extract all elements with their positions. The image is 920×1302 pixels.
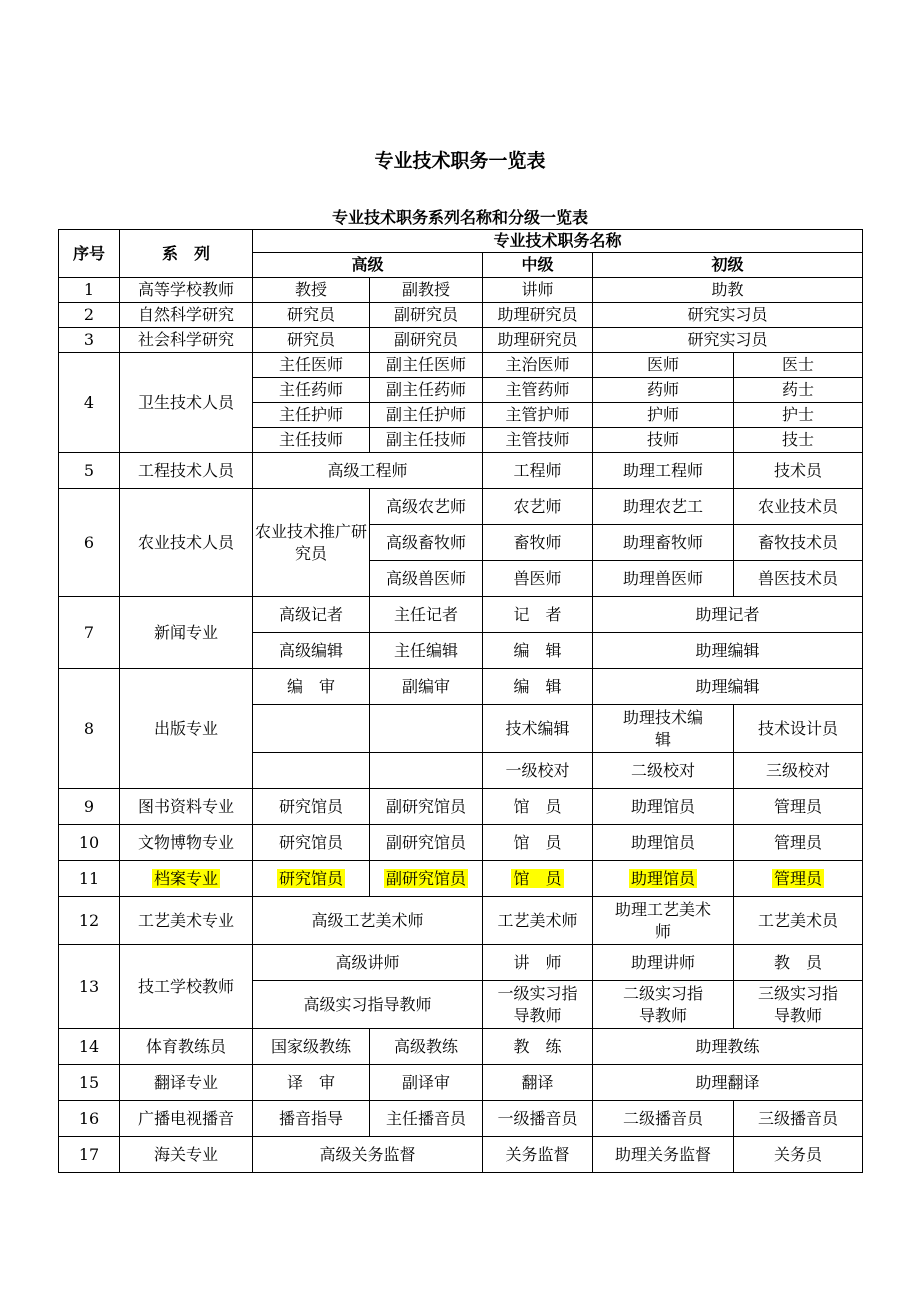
cell: 讲师 bbox=[483, 278, 593, 303]
cell: 高级工程师 bbox=[253, 453, 483, 489]
highlight-text: 研究馆员 bbox=[278, 868, 343, 888]
table-row bbox=[59, 1029, 863, 1065]
cell: 关务监督 bbox=[483, 1137, 593, 1173]
cell: 药师 bbox=[593, 378, 734, 403]
table-caption: 专业技术职务系列名称和分级一览表 bbox=[331, 208, 588, 227]
cell: 畜牧技术员 bbox=[734, 525, 863, 561]
cell: 三级实习指导教师 bbox=[734, 981, 863, 1029]
row-number: 9 bbox=[59, 789, 120, 825]
cell: 播音指导 bbox=[253, 1101, 370, 1137]
cell: 编 辑 bbox=[483, 633, 593, 669]
cell: 工艺美术师 bbox=[483, 897, 593, 945]
cell bbox=[483, 861, 593, 897]
cell: 高级讲师 bbox=[253, 945, 483, 981]
series-name: 工程技术人员 bbox=[120, 453, 253, 489]
series-name: 体育教练员 bbox=[120, 1029, 253, 1065]
cell: 技术设计员 bbox=[734, 705, 863, 753]
cell: 助理编辑 bbox=[593, 633, 863, 669]
cell: 讲 师 bbox=[483, 945, 593, 981]
highlight-text: 管理员 bbox=[774, 868, 823, 888]
highlight-text: 馆 员 bbox=[513, 868, 562, 888]
row-number: 11 bbox=[59, 861, 120, 897]
cell: 高级教练 bbox=[370, 1029, 483, 1065]
row-number: 16 bbox=[59, 1101, 120, 1137]
empty-cell bbox=[370, 753, 483, 789]
series-name: 卫生技术人员 bbox=[120, 353, 253, 453]
cell: 副主任医师 bbox=[370, 353, 483, 378]
highlight-text: 助理馆员 bbox=[630, 868, 695, 888]
table-row bbox=[59, 489, 863, 525]
cell: 研究实习员 bbox=[593, 328, 863, 353]
cell bbox=[370, 861, 483, 897]
row-number: 6 bbox=[59, 489, 120, 597]
row-number: 7 bbox=[59, 597, 120, 669]
cell bbox=[734, 861, 863, 897]
table-row bbox=[59, 278, 863, 303]
table-row bbox=[59, 453, 863, 489]
empty-cell bbox=[253, 705, 370, 753]
cell: 工程师 bbox=[483, 453, 593, 489]
row-number: 14 bbox=[59, 1029, 120, 1065]
cell: 助理兽医师 bbox=[593, 561, 734, 597]
cell: 国家级教练 bbox=[253, 1029, 370, 1065]
series-name: 新闻专业 bbox=[120, 597, 253, 669]
cell: 管理员 bbox=[734, 825, 863, 861]
cell: 主任护师 bbox=[253, 403, 370, 428]
cell: 二级校对 bbox=[593, 753, 734, 789]
cell: 编 审 bbox=[253, 669, 370, 705]
table-row bbox=[59, 789, 863, 825]
row-number: 5 bbox=[59, 453, 120, 489]
row-number: 13 bbox=[59, 945, 120, 1029]
cell: 副研究员 bbox=[370, 328, 483, 353]
cell: 高级实习指导教师 bbox=[253, 981, 483, 1029]
cell: 兽医师 bbox=[483, 561, 593, 597]
cell: 农业技术推广研究员 bbox=[253, 489, 370, 597]
cell: 二级播音员 bbox=[593, 1101, 734, 1137]
cell: 助理研究员 bbox=[483, 328, 593, 353]
cell bbox=[253, 861, 370, 897]
row-number: 12 bbox=[59, 897, 120, 945]
header-title-name: 专业技术职务名称 bbox=[253, 230, 863, 253]
cell: 助理工程师 bbox=[593, 453, 734, 489]
cell: 高级关务监督 bbox=[253, 1137, 483, 1173]
header-series: 系 列 bbox=[120, 230, 253, 278]
cell: 药士 bbox=[734, 378, 863, 403]
cell: 主任医师 bbox=[253, 353, 370, 378]
table-row bbox=[59, 597, 863, 633]
table-row bbox=[59, 328, 863, 353]
series-name: 图书资料专业 bbox=[120, 789, 253, 825]
cell: 译 审 bbox=[253, 1065, 370, 1101]
cell: 高级畜牧师 bbox=[370, 525, 483, 561]
cell: 研究员 bbox=[253, 328, 370, 353]
cell: 三级播音员 bbox=[734, 1101, 863, 1137]
highlight-text: 档案专业 bbox=[153, 868, 218, 888]
cell: 主治医师 bbox=[483, 353, 593, 378]
cell: 医士 bbox=[734, 353, 863, 378]
cell: 副主任护师 bbox=[370, 403, 483, 428]
table-row bbox=[59, 353, 863, 378]
cell: 研究实习员 bbox=[593, 303, 863, 328]
cell: 主任编辑 bbox=[370, 633, 483, 669]
cell: 助理技术编辑 bbox=[593, 705, 734, 753]
cell: 副研究馆员 bbox=[370, 789, 483, 825]
cell: 护士 bbox=[734, 403, 863, 428]
cell: 助理教练 bbox=[593, 1029, 863, 1065]
cell: 研究员 bbox=[253, 303, 370, 328]
cell: 助理工艺美术师 bbox=[593, 897, 734, 945]
cell: 副研究员 bbox=[370, 303, 483, 328]
cell: 主管护师 bbox=[483, 403, 593, 428]
series-name: 技工学校教师 bbox=[120, 945, 253, 1029]
cell: 副研究馆员 bbox=[370, 825, 483, 861]
table-row-highlighted bbox=[59, 861, 863, 897]
table-row bbox=[59, 1065, 863, 1101]
cell: 畜牧师 bbox=[483, 525, 593, 561]
row-number: 4 bbox=[59, 353, 120, 453]
series-name: 翻译专业 bbox=[120, 1065, 253, 1101]
cell: 研究馆员 bbox=[253, 825, 370, 861]
table-row bbox=[59, 825, 863, 861]
cell: 关务员 bbox=[734, 1137, 863, 1173]
cell: 主管药师 bbox=[483, 378, 593, 403]
table-row bbox=[59, 945, 863, 981]
cell: 研究馆员 bbox=[253, 789, 370, 825]
cell: 副主任药师 bbox=[370, 378, 483, 403]
row-number: 17 bbox=[59, 1137, 120, 1173]
cell: 技士 bbox=[734, 428, 863, 453]
cell bbox=[593, 861, 734, 897]
table-row bbox=[59, 669, 863, 705]
cell: 教授 bbox=[253, 278, 370, 303]
cell: 馆 员 bbox=[483, 789, 593, 825]
row-number: 8 bbox=[59, 669, 120, 789]
cell: 工艺美术员 bbox=[734, 897, 863, 945]
cell: 高级编辑 bbox=[253, 633, 370, 669]
cell: 副译审 bbox=[370, 1065, 483, 1101]
series-name bbox=[120, 861, 253, 897]
header-junior: 初级 bbox=[593, 253, 863, 278]
cell: 馆 员 bbox=[483, 825, 593, 861]
cell: 兽医技术员 bbox=[734, 561, 863, 597]
series-name: 自然科学研究 bbox=[120, 303, 253, 328]
cell: 技师 bbox=[593, 428, 734, 453]
row-number: 1 bbox=[59, 278, 120, 303]
series-name: 文物博物专业 bbox=[120, 825, 253, 861]
cell: 助理记者 bbox=[593, 597, 863, 633]
cell: 技术员 bbox=[734, 453, 863, 489]
cell: 助理馆员 bbox=[593, 825, 734, 861]
cell: 副教授 bbox=[370, 278, 483, 303]
cell: 助理关务监督 bbox=[593, 1137, 734, 1173]
cell: 助理畜牧师 bbox=[593, 525, 734, 561]
cell: 主任播音员 bbox=[370, 1101, 483, 1137]
row-number: 15 bbox=[59, 1065, 120, 1101]
cell: 技术编辑 bbox=[483, 705, 593, 753]
cell: 主任药师 bbox=[253, 378, 370, 403]
header-seq: 序号 bbox=[59, 230, 120, 278]
cell: 记 者 bbox=[483, 597, 593, 633]
cell: 主任记者 bbox=[370, 597, 483, 633]
cell: 二级实习指导教师 bbox=[593, 981, 734, 1029]
series-name: 工艺美术专业 bbox=[120, 897, 253, 945]
cell: 高级记者 bbox=[253, 597, 370, 633]
cell: 助理编辑 bbox=[593, 669, 863, 705]
cell: 高级兽医师 bbox=[370, 561, 483, 597]
empty-cell bbox=[370, 705, 483, 753]
cell: 三级校对 bbox=[734, 753, 863, 789]
table-row bbox=[59, 303, 863, 328]
header-senior: 高级 bbox=[253, 253, 483, 278]
cell: 医师 bbox=[593, 353, 734, 378]
cell: 管理员 bbox=[734, 789, 863, 825]
cell: 副编审 bbox=[370, 669, 483, 705]
series-name: 广播电视播音 bbox=[120, 1101, 253, 1137]
cell: 助理讲师 bbox=[593, 945, 734, 981]
highlight-text: 副研究馆员 bbox=[385, 868, 466, 888]
row-number: 2 bbox=[59, 303, 120, 328]
page-title: 专业技术职务一览表 bbox=[374, 150, 546, 172]
series-name: 海关专业 bbox=[120, 1137, 253, 1173]
cell: 助理馆员 bbox=[593, 789, 734, 825]
series-name: 高等学校教师 bbox=[120, 278, 253, 303]
header-middle: 中级 bbox=[483, 253, 593, 278]
cell: 翻译 bbox=[483, 1065, 593, 1101]
cell: 副主任技师 bbox=[370, 428, 483, 453]
series-name: 社会科学研究 bbox=[120, 328, 253, 353]
title-table bbox=[58, 229, 863, 1173]
row-number: 3 bbox=[59, 328, 120, 353]
cell: 助理研究员 bbox=[483, 303, 593, 328]
cell: 高级农艺师 bbox=[370, 489, 483, 525]
cell: 助教 bbox=[593, 278, 863, 303]
row-number: 10 bbox=[59, 825, 120, 861]
table-row bbox=[59, 1137, 863, 1173]
cell: 一级校对 bbox=[483, 753, 593, 789]
cell: 教 员 bbox=[734, 945, 863, 981]
cell: 高级工艺美术师 bbox=[253, 897, 483, 945]
cell: 护师 bbox=[593, 403, 734, 428]
cell: 主任技师 bbox=[253, 428, 370, 453]
cell: 一级播音员 bbox=[483, 1101, 593, 1137]
series-name: 出版专业 bbox=[120, 669, 253, 789]
table-row bbox=[59, 897, 863, 945]
cell: 编 辑 bbox=[483, 669, 593, 705]
cell: 助理翻译 bbox=[593, 1065, 863, 1101]
cell: 一级实习指导教师 bbox=[483, 981, 593, 1029]
cell: 助理农艺工 bbox=[593, 489, 734, 525]
empty-cell bbox=[253, 753, 370, 789]
cell: 农艺师 bbox=[483, 489, 593, 525]
table-row bbox=[59, 1101, 863, 1137]
cell: 主管技师 bbox=[483, 428, 593, 453]
cell: 农业技术员 bbox=[734, 489, 863, 525]
series-name: 农业技术人员 bbox=[120, 489, 253, 597]
cell: 教 练 bbox=[483, 1029, 593, 1065]
